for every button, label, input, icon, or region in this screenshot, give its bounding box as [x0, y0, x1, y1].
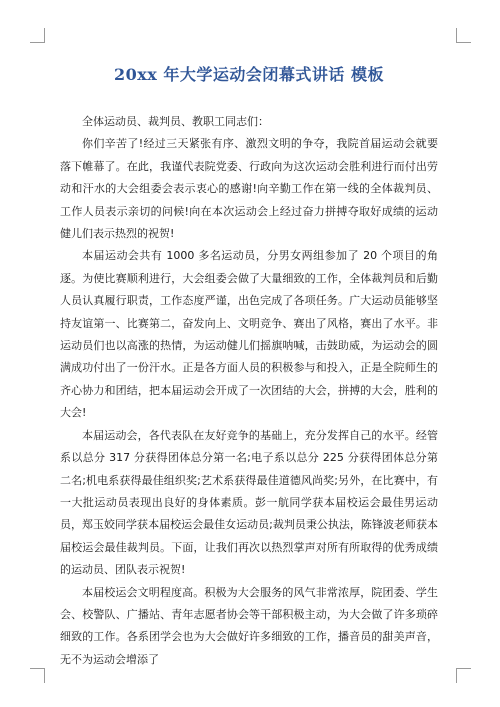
document-body [60, 62, 438, 671]
body-paragraph: 本届运动会共有 1000 多名运动员，分男女两组参加了 20 个项目的角逐。为使比赛顺利进行，大会组委会做了大量细致的工作，全体裁判员和后勤人员认真履行职责，工作态度严谨，出色完成了各项任务。广大运动员能够坚持友谊第一、比赛第二，奋发向上、文明竞争、赛出了风格，赛出了水平。非运动员们也以高涨的热情，为运动健儿们摇旗呐喊，击鼓助威，为运动会的圆满成功付出了一份汗水。正是各方面人员的积极参与和投入，正是全院师生的齐心协力和团结，把本届运动会开成了一次团结的大会，拼搏的大会，胜利的大会! [60, 249, 438, 420]
corner-mark-bottom-right [456, 668, 471, 683]
body-paragraph: 本届运动会，各代表队在友好竞争的基础上，充分发挥自己的水平。经管系以总分 317 分获得团体总分第一名;电子系以总分 225 分获得团体总分第二名;机电系获得最佳组织奖;艺术系获得最佳道德风尚奖;另外，在比赛中，有一大批运动员表现出良好的身体素质。彭一航同学获本届校运会最佳男运动员，郑玉姣同学获本届校运会最佳女运动员;裁判员秉公执法，陈锋波老师获本届校运会最佳裁判员。下面，让我们再次以热烈掌声对所有所取得的优秀成绩的运动员、团队表示祝贺! [60, 428, 438, 577]
corner-mark-bottom-left [30, 668, 45, 683]
document-title: 20xx 年大学运动会闭幕式讲话 模板 [114, 65, 384, 84]
body-paragraph: 你们辛苦了!经过三天紧张有序、激烈文明的争夺，我院首届运动会就要落下帷幕了。在此，我谨代表院党委、行政向为这次运动会胜利进行而付出劳动和汗水的大会组委会表示衷心的感谢!向辛勤工作在第一线的全体裁判员、工作人员表示亲切的问候!向在本次运动会上经过奋力拼搏夺取好成绩的运动健儿们表示热烈的祝贺! [60, 137, 438, 241]
body-paragraph: 本届校运会文明程度高。积极为大会服务的风气非常浓厚，院团委、学生会、校警队、广播站、青年志愿者协会等干部积极主动，为大会做了许多琐碎细致的工作。各系团学会也为大会做好许多细致的工作，播音员的甜美声音，无不为运动会增添了 [60, 585, 438, 666]
corner-mark-top-left [30, 28, 45, 43]
corner-mark-top-right [456, 28, 471, 43]
salutation-paragraph: 全体运动员、裁判员、教职工同志们： [82, 115, 269, 128]
